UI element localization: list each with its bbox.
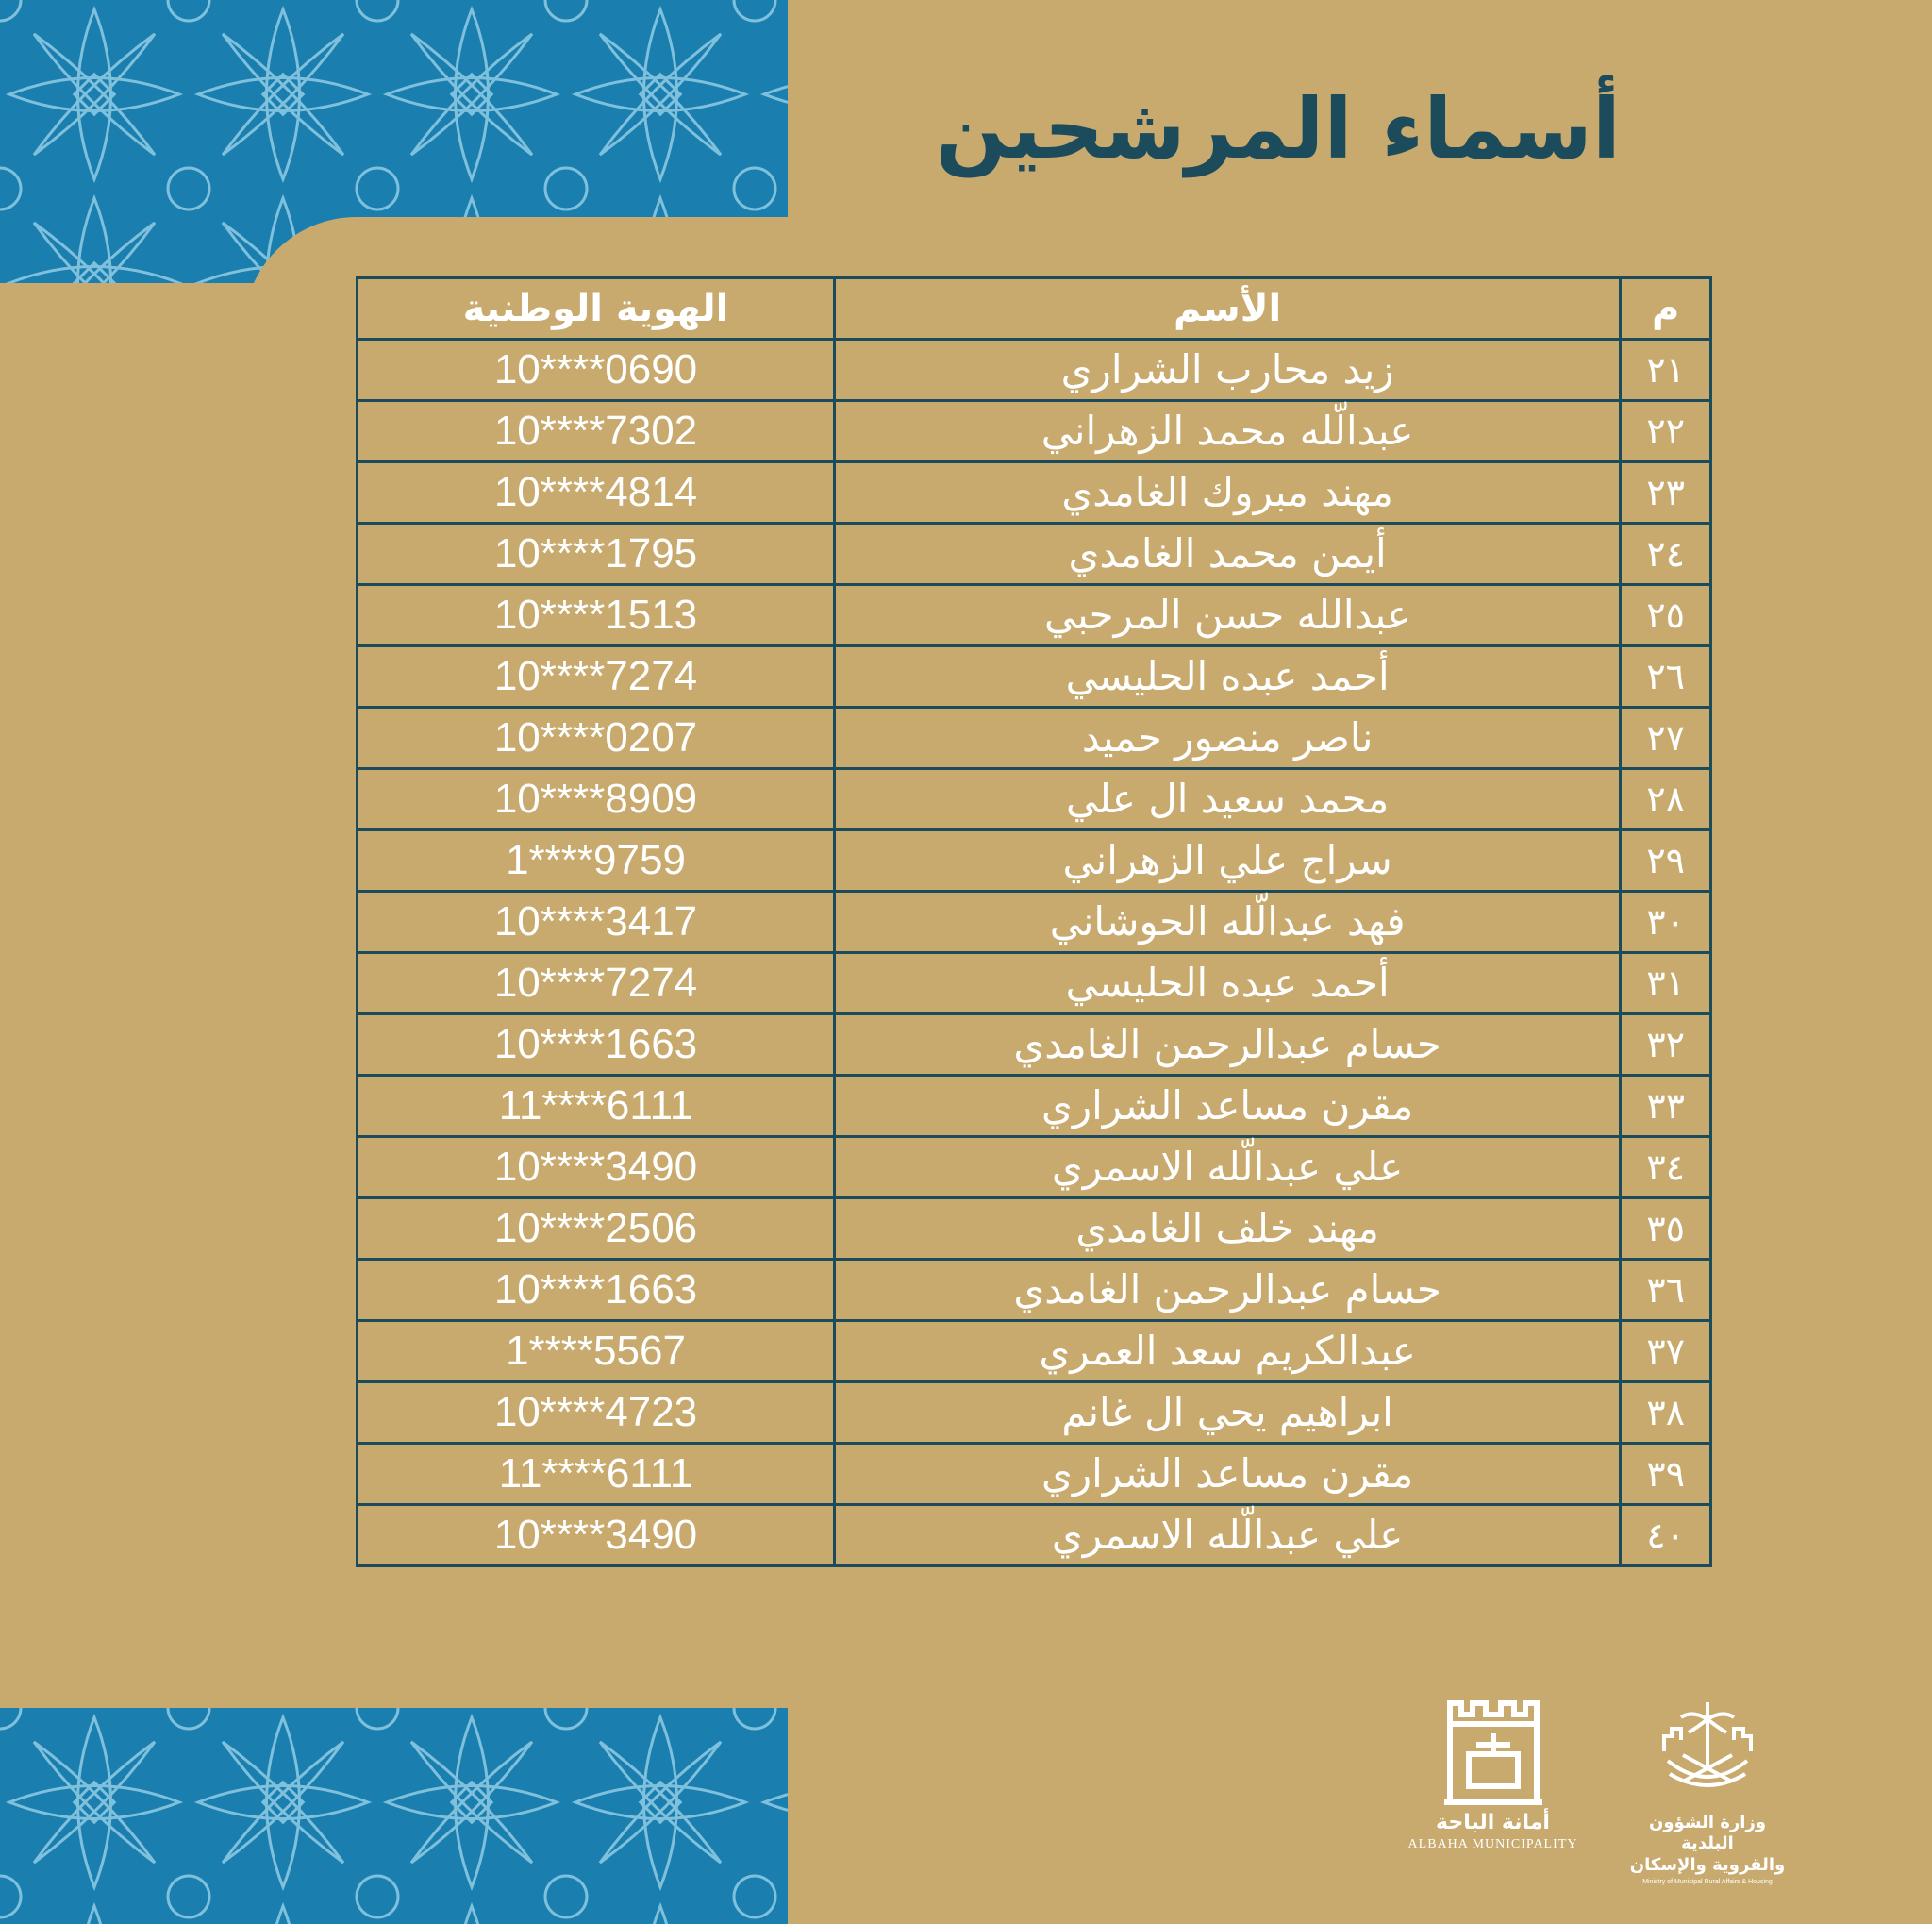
table-row [358,708,1711,769]
national-id: 10****3490 [358,1137,835,1198]
ministry-name-ar-line2: والقروية والإسكان [1629,1855,1786,1876]
row-number: ٣٧ [1621,1321,1711,1382]
candidate-name: محمد سعيد ال علي [835,769,1621,830]
row-number: ٢٣ [1621,462,1711,524]
table-row [358,1321,1711,1382]
table-row [358,1260,1711,1321]
table-row [358,524,1711,585]
national-id: 10****7274 [358,646,835,708]
candidate-name: مهند مبروك الغامدي [835,462,1621,524]
row-number: ٢٥ [1621,585,1711,646]
ministry-name-ar-line1: وزارة الشؤون البلدية [1648,1813,1767,1853]
row-number: ٣٦ [1621,1260,1711,1321]
row-number: ٣٩ [1621,1444,1711,1505]
row-number: ٢٩ [1621,830,1711,892]
candidates-table [356,276,1712,1567]
candidate-name: ابراهيم يحي ال غانم [835,1382,1621,1444]
national-id: 10****2506 [358,1198,835,1260]
candidate-name: سراج علي الزهراني [835,830,1621,892]
table-row [358,585,1711,646]
national-id: 10****1663 [358,1260,835,1321]
candidate-name: مهند خلف الغامدي [835,1198,1621,1260]
table-row [358,1014,1711,1076]
row-number: ٢٨ [1621,769,1711,830]
candidate-name: ناصر منصور حميد [835,708,1621,769]
palm-swords-emblem-icon [1651,1698,1764,1807]
table-body [358,340,1711,1566]
candidate-name: عبدالّله محمد الزهراني [835,401,1621,462]
table-row [358,1076,1711,1137]
table-row [358,892,1711,953]
row-number: ٢١ [1621,340,1711,401]
table-row [358,1382,1711,1444]
national-id: 1****9759 [358,830,835,892]
table-row [358,1444,1711,1505]
row-number: ٢٦ [1621,646,1711,708]
castle-emblem-icon [1437,1694,1550,1807]
table-row [358,340,1711,401]
candidate-name: أيمن محمد الغامدي [835,524,1621,585]
row-number: ٣٥ [1621,1198,1711,1260]
header-national-id: الهوية الوطنية [358,278,835,340]
national-id: 11****6111 [358,1444,835,1505]
national-id: 10****4814 [358,462,835,524]
header-name: الأسم [835,278,1621,340]
candidate-name: فهد عبدالّله الحوشاني [835,892,1621,953]
national-id: 10****1795 [358,524,835,585]
row-number: ٣٤ [1621,1137,1711,1198]
candidate-name: مقرن مساعد الشراري [835,1444,1621,1505]
row-number: ٢٤ [1621,524,1711,585]
national-id: 10****4723 [358,1382,835,1444]
table-row [358,1198,1711,1260]
table-header-row [358,278,1711,340]
national-id: 10****7274 [358,953,835,1014]
row-number: ٣٨ [1621,1382,1711,1444]
candidate-name: أحمد عبده الحليسي [835,953,1621,1014]
national-id: 10****7302 [358,401,835,462]
candidate-name: حسام عبدالرحمن الغامدي [835,1014,1621,1076]
candidate-name: عبدالله حسن المرحبي [835,585,1621,646]
header-number: م [1621,278,1711,340]
candidate-name: حسام عبدالرحمن الغامدي [835,1260,1621,1321]
row-number: ٣١ [1621,953,1711,1014]
candidate-name: عبدالكريم سعد العمري [835,1321,1621,1382]
national-id: 10****0207 [358,708,835,769]
row-number: ٤٠ [1621,1505,1711,1566]
table-row [358,462,1711,524]
ministry-logo [1623,1698,1792,1885]
albaha-name-ar: أمانة الباحة [1436,1811,1550,1834]
table-row [358,953,1711,1014]
national-id: 10****3417 [358,892,835,953]
national-id: 10****1663 [358,1014,835,1076]
row-number: ٣٠ [1621,892,1711,953]
row-number: ٣٣ [1621,1076,1711,1137]
national-id: 10****1513 [358,585,835,646]
pattern-graphic [0,1708,788,1924]
row-number: ٢٧ [1621,708,1711,769]
national-id: 10****0690 [358,340,835,401]
national-id: 11****6111 [358,1076,835,1137]
table-row [358,646,1711,708]
decorative-pattern-bottom [0,1708,788,1924]
candidate-name: علي عبدالّله الاسمري [835,1137,1621,1198]
albaha-name-en: ALBAHA MUNICIPALITY [1407,1837,1578,1851]
row-number: ٣٢ [1621,1014,1711,1076]
table-row [358,830,1711,892]
row-number: ٢٢ [1621,401,1711,462]
candidate-name: أحمد عبده الحليسي [835,646,1621,708]
page-title: أسماء المرشحين [935,80,1621,177]
albaha-municipality-logo [1396,1694,1590,1873]
table-row [358,1137,1711,1198]
table-row [358,1505,1711,1566]
table-row [358,401,1711,462]
national-id: 10****8909 [358,769,835,830]
candidate-name: مقرن مساعد الشراري [835,1076,1621,1137]
national-id: 1****5567 [358,1321,835,1382]
ministry-name-en: Ministry of Municipal Rural Affairs & Housing [1642,1878,1773,1885]
candidate-name: علي عبدالّله الاسمري [835,1505,1621,1566]
national-id: 10****3490 [358,1505,835,1566]
table-row [358,769,1711,830]
candidate-name: زيد محارب الشراري [835,340,1621,401]
